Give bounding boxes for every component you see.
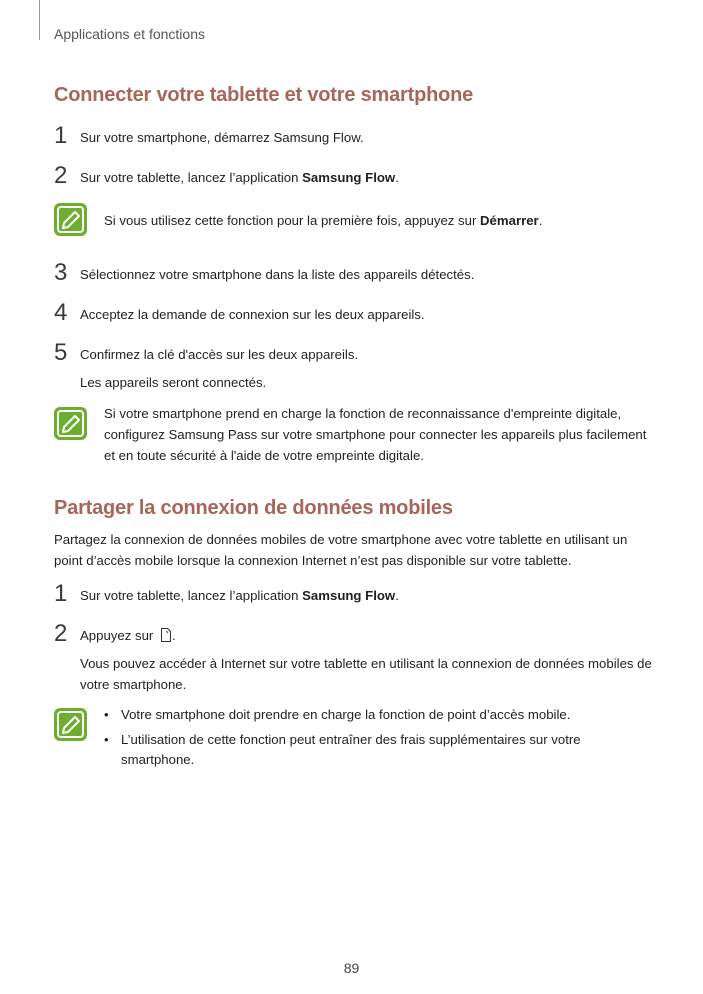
running-header: Applications et fonctions — [54, 26, 205, 42]
step-1 — [54, 122, 650, 149]
step-5 — [54, 339, 650, 366]
step-2-followup: Vous pouvez accéder à Internet sur votre tablette en utilisant la connexion de données mobiles de votre smartphone. — [80, 656, 652, 692]
step-number: 5 — [54, 339, 68, 366]
step-5-followup: Les appareils seront connectés. — [80, 375, 267, 390]
page-number: 89 — [343, 960, 360, 976]
note-first-use: Si vous utilisez cette fonction pour la première fois, appuyez sur Démarrer. — [104, 213, 543, 228]
step-number: 3 — [54, 259, 68, 286]
step-text: Sélectionnez votre smartphone dans la liste des appareils détectés. — [80, 267, 475, 282]
step-number: 1 — [54, 122, 68, 149]
step-text: Acceptez la demande de connexion sur les deux appareils. — [80, 307, 425, 322]
step-number: 4 — [54, 299, 68, 326]
step-text: Confirmez la clé d'accès sur les deux appareils. — [80, 347, 359, 362]
step-1-share — [54, 580, 650, 607]
note-icon — [54, 203, 87, 236]
note-samsung-pass: Si votre smartphone prend en charge la fonction de reconnaissance d'empreinte digitale, configurez Samsung Pass sur votre smartphone pour connecter les appareils plus facilement et en toute sécurité à l'aide de votre empreinte digitale. — [104, 406, 647, 463]
section-intro: Partagez la connexion de données mobiles de votre smartphone avec votre tablette en utilisant un point d’accès mobile lorsque la connexion Internet n’est pas disponible sur votre tablette. — [54, 532, 628, 568]
note-bullet-list — [104, 705, 644, 775]
list-item: • L’utilisation de cette fonction peut entraîner des frais supplémentaires sur votre smartphone. — [104, 732, 581, 767]
step-number: 2 — [54, 620, 68, 647]
step-2-share — [54, 620, 650, 647]
step-text: Sur votre tablette, lancez l’application Samsung Flow. — [80, 588, 399, 603]
start-label: Démarrer — [480, 213, 539, 228]
section-title-share: Partager la connexion de données mobiles — [54, 497, 453, 519]
app-name: Samsung Flow — [302, 170, 396, 185]
section-title-connect: Connecter votre tablette et votre smartphone — [54, 84, 474, 106]
step-text: Sur votre smartphone, démarrez Samsung Flow. — [80, 130, 364, 145]
step-text: Appuyez sur . — [80, 628, 176, 643]
step-3 — [54, 259, 650, 286]
step-number: 1 — [54, 580, 68, 607]
mobile-hotspot-icon — [160, 627, 172, 643]
page-corner-line — [39, 0, 40, 40]
app-name: Samsung Flow — [302, 588, 396, 603]
note-icon — [54, 407, 87, 440]
step-text: Sur votre tablette, lancez l’application Samsung Flow. — [80, 170, 399, 185]
note-icon — [54, 708, 87, 741]
step-4 — [54, 299, 650, 326]
list-item: • Votre smartphone doit prendre en charge la fonction de point d’accès mobile. — [104, 707, 571, 722]
step-2 — [54, 162, 650, 189]
step-number: 2 — [54, 162, 68, 189]
